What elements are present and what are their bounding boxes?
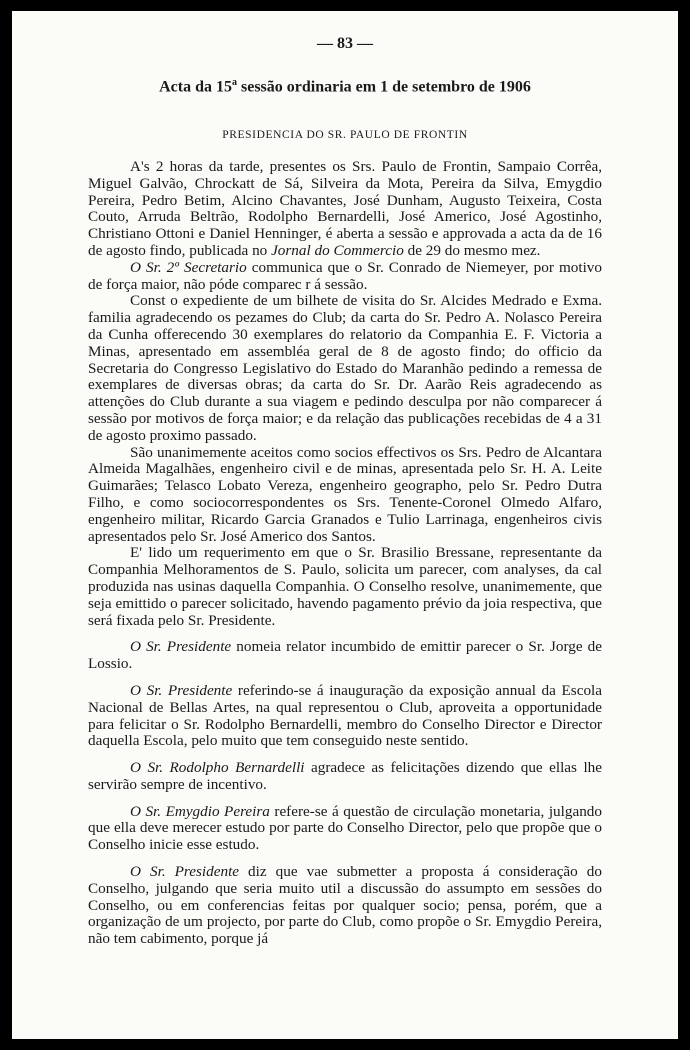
page-number: — 83 —: [317, 35, 373, 52]
speaker-name: O Sr. 2º Secretario: [130, 258, 247, 276]
paragraph-text: São unanimemente aceitos como socios effectivos os Srs. Pedro de Alcantara Almeida Magalhães, engenheiro civil e de minas, apresentada pelo Sr. H. A. Leite Guimarães; Telasco Lobato Vereza, engenheiro geographo, pelo Sr. Pedro Dutra Filho, e como sociocorrespondentes os Srs. Tenente-Coronel Olmedo Alfaro, engenheiro militar, Ricardo Garcia Granados e Tulio Larrinaga, engenheiros civis apresentados pelo Sr. José Americo dos Santos.: [88, 443, 602, 545]
paragraph-thanks: [88, 760, 602, 794]
paragraph-text: refere-se á questão de circulação monetaria, julgando que ella deve merecer estudo por parte do Conselho Director, pelo que propõe que o Conselho inicie esse estudo.: [88, 802, 602, 854]
paragraph-exhibition: [88, 683, 602, 750]
paragraph-proposal: [88, 864, 602, 948]
paragraph-text: diz que vae submetter a proposta á consideração do Conselho, julgando que seria muito util a discussão do assumpto em sessões do Conselho, ou em conferencias feitas por qualquer socio; pensa, porém, que a organização de um projecto, por parte do Club, como propõe o Sr. Emygdio Pereira, não tem cabimento, porque já: [88, 863, 602, 948]
speaker-name: O Sr. Rodolpho Bernardelli: [130, 759, 305, 777]
speaker-name: O Sr. Presidente: [130, 863, 240, 881]
paragraph-opening: [88, 159, 602, 260]
speaker-name: O Sr. Emygdio Pereira: [130, 802, 270, 820]
paragraph-correspondence: [88, 293, 602, 444]
paragraph-rapporteur: [88, 639, 602, 673]
paragraph-text: agradece as felicitações dizendo que ellas lhe servirão sempre de incentivo.: [88, 759, 602, 793]
paragraph-request: [88, 545, 602, 629]
title-ordinal: a: [231, 77, 237, 88]
paragraph-tail: de 29 do mesmo mez.: [403, 241, 541, 259]
presidency-heading: PRESIDENCIA DO SR. PAULO DE FRONTIN: [222, 129, 468, 141]
minutes-body: [88, 159, 602, 948]
paragraph-text: A's 2 horas da tarde, presentes os Srs. Paulo de Frontin, Sampaio Corrêa, Miguel Galvão, Chrockatt de Sá, Silveira da Mota, Pereira da Silva, Emygdio Pereira, Pedro Betim, Alcino Chavantes, José Dunham, Augusto Teixeira, Costa Couto, Arruda Beltrão, Rodolpho Bernardelli, José Americo, José Agostinho, Christiano Ottoni e Daniel Henninger, é aberta a sessão e approvada a acta da de 16 de agosto findo, publicada no: [88, 158, 602, 259]
paragraph-monetary: [88, 804, 602, 854]
newspaper-name: Jornal do Commercio: [271, 241, 404, 259]
document-page: [12, 11, 678, 1039]
title-suffix: sessão ordinaria em 1 de setembro de 1906: [236, 78, 531, 96]
speaker-name: O Sr. Presidente: [130, 681, 233, 699]
paragraph-text: E' lido um requerimento em que o Sr. Brasilio Bressane, representante da Companhia Melhoramentos de S. Paulo, solicita um parecer, com analyses, da cal produzida nas usinas daquella Companhia. O Conselho resolve, unanimemente, que seja emittido o parecer solicitado, havendo pagamento prévio da joia respectiva, que será fixada pelo Sr. Presidente.: [88, 544, 602, 629]
paragraph-secretary: [88, 260, 602, 294]
paragraph-text: Const o expediente de um bilhete de visita do Sr. Alcides Medrado e Exma. familia agradecendo os pezames do Club; da carta do Sr. Pedro A. Nolasco Pereira da Cunha offerecendo 30 exemplares do relatorio da Companhia E. F. Victoria a Minas, apresentado em assembléa geral de 8 de agosto findo; do officio da Secretaria do Congresso Legislativo do Estado do Maranhão pedindo a remessa de exemplares de diversas obras; da carta do Sr. Dr. Aarão Reis agradecendo as attenções do Club durante a sua viagem e pedindo desculpa por não comparecer á sessão por motivos de força maior; e da relação das publicações recebidas de 4 a 31 de agosto proximo passado.: [88, 292, 602, 444]
speaker-name: O Sr. Presidente: [130, 638, 232, 656]
paragraph-text: referindo-se á inauguração da exposição annual da Escola Nacional de Bellas Artes, na qual representou o Club, aproveita a opportunidade para felicitar o Sr. Rodolpho Bernardelli, membro do Conselho Director e Director daquella Escola, pelo muito que tem conseguido neste sentido.: [88, 681, 603, 750]
title-prefix: Acta da 15: [159, 78, 232, 96]
minutes-title: [12, 77, 678, 96]
paragraph-text: nomeia relator incumbido de emittir parecer o Sr. Jorge de Lossio.: [88, 638, 602, 673]
paragraph-new-members: [88, 445, 602, 546]
paragraph-text: communica que o Sr. Conrado de Niemeyer, por motivo de força maior, não póde comparec r á sessão.: [88, 258, 602, 293]
